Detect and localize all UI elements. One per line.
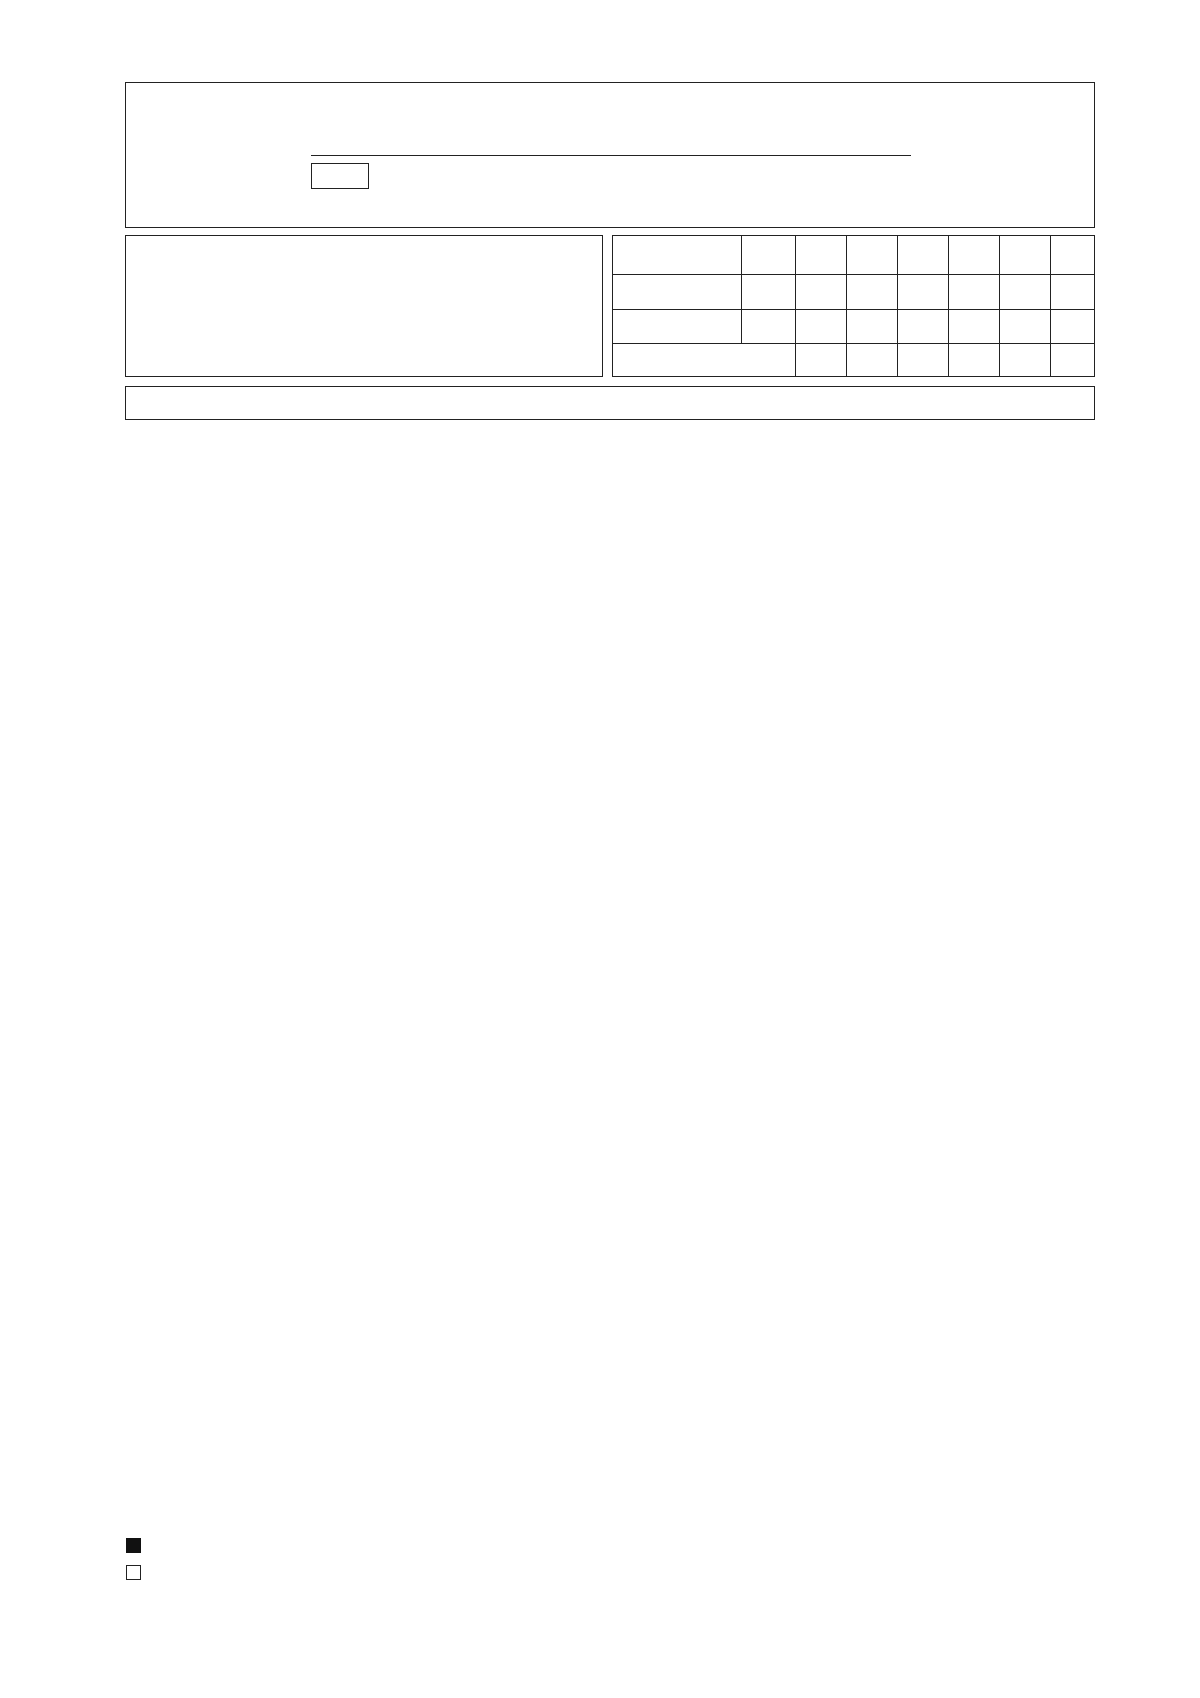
score-set3 bbox=[898, 275, 949, 309]
header-box bbox=[125, 82, 1095, 228]
score-set5 bbox=[1000, 309, 1051, 343]
score-header-set2 bbox=[847, 236, 898, 275]
referees-box bbox=[125, 386, 1095, 420]
score-header-set1 bbox=[796, 236, 847, 275]
set-duration-label bbox=[613, 343, 796, 376]
score-total bbox=[1051, 275, 1095, 309]
set-duration-1 bbox=[796, 343, 847, 376]
score-team bbox=[613, 275, 742, 309]
score-set1 bbox=[796, 309, 847, 343]
score-header-set4 bbox=[949, 236, 1000, 275]
set-duration-4 bbox=[949, 343, 1000, 376]
score-team bbox=[613, 309, 742, 343]
starting-lineup-square-icon bbox=[126, 1538, 141, 1553]
substitute-square-icon bbox=[126, 1565, 141, 1580]
score-header-sets bbox=[742, 236, 796, 275]
set-duration-5 bbox=[1000, 343, 1051, 376]
score-sets bbox=[742, 309, 796, 343]
set-duration-3 bbox=[898, 343, 949, 376]
report-code bbox=[311, 163, 369, 189]
score-header-teams bbox=[613, 236, 742, 275]
score-total bbox=[1051, 309, 1095, 343]
score-set4 bbox=[949, 275, 1000, 309]
score-set2 bbox=[847, 275, 898, 309]
score-set5 bbox=[1000, 275, 1051, 309]
score-row-hebei bbox=[613, 275, 1095, 309]
match-info-box bbox=[125, 235, 603, 377]
set-duration-2 bbox=[847, 343, 898, 376]
score-sets bbox=[742, 275, 796, 309]
score-set1 bbox=[796, 275, 847, 309]
score-set2 bbox=[847, 309, 898, 343]
score-header-set3 bbox=[898, 236, 949, 275]
score-table bbox=[612, 235, 1095, 377]
set-duration-total bbox=[1051, 343, 1095, 376]
title-underline bbox=[311, 155, 911, 156]
score-header-set5 bbox=[1000, 236, 1051, 275]
score-row-liaoning bbox=[613, 309, 1095, 343]
score-header-total bbox=[1051, 236, 1095, 275]
score-set4 bbox=[949, 309, 1000, 343]
score-set3 bbox=[898, 309, 949, 343]
